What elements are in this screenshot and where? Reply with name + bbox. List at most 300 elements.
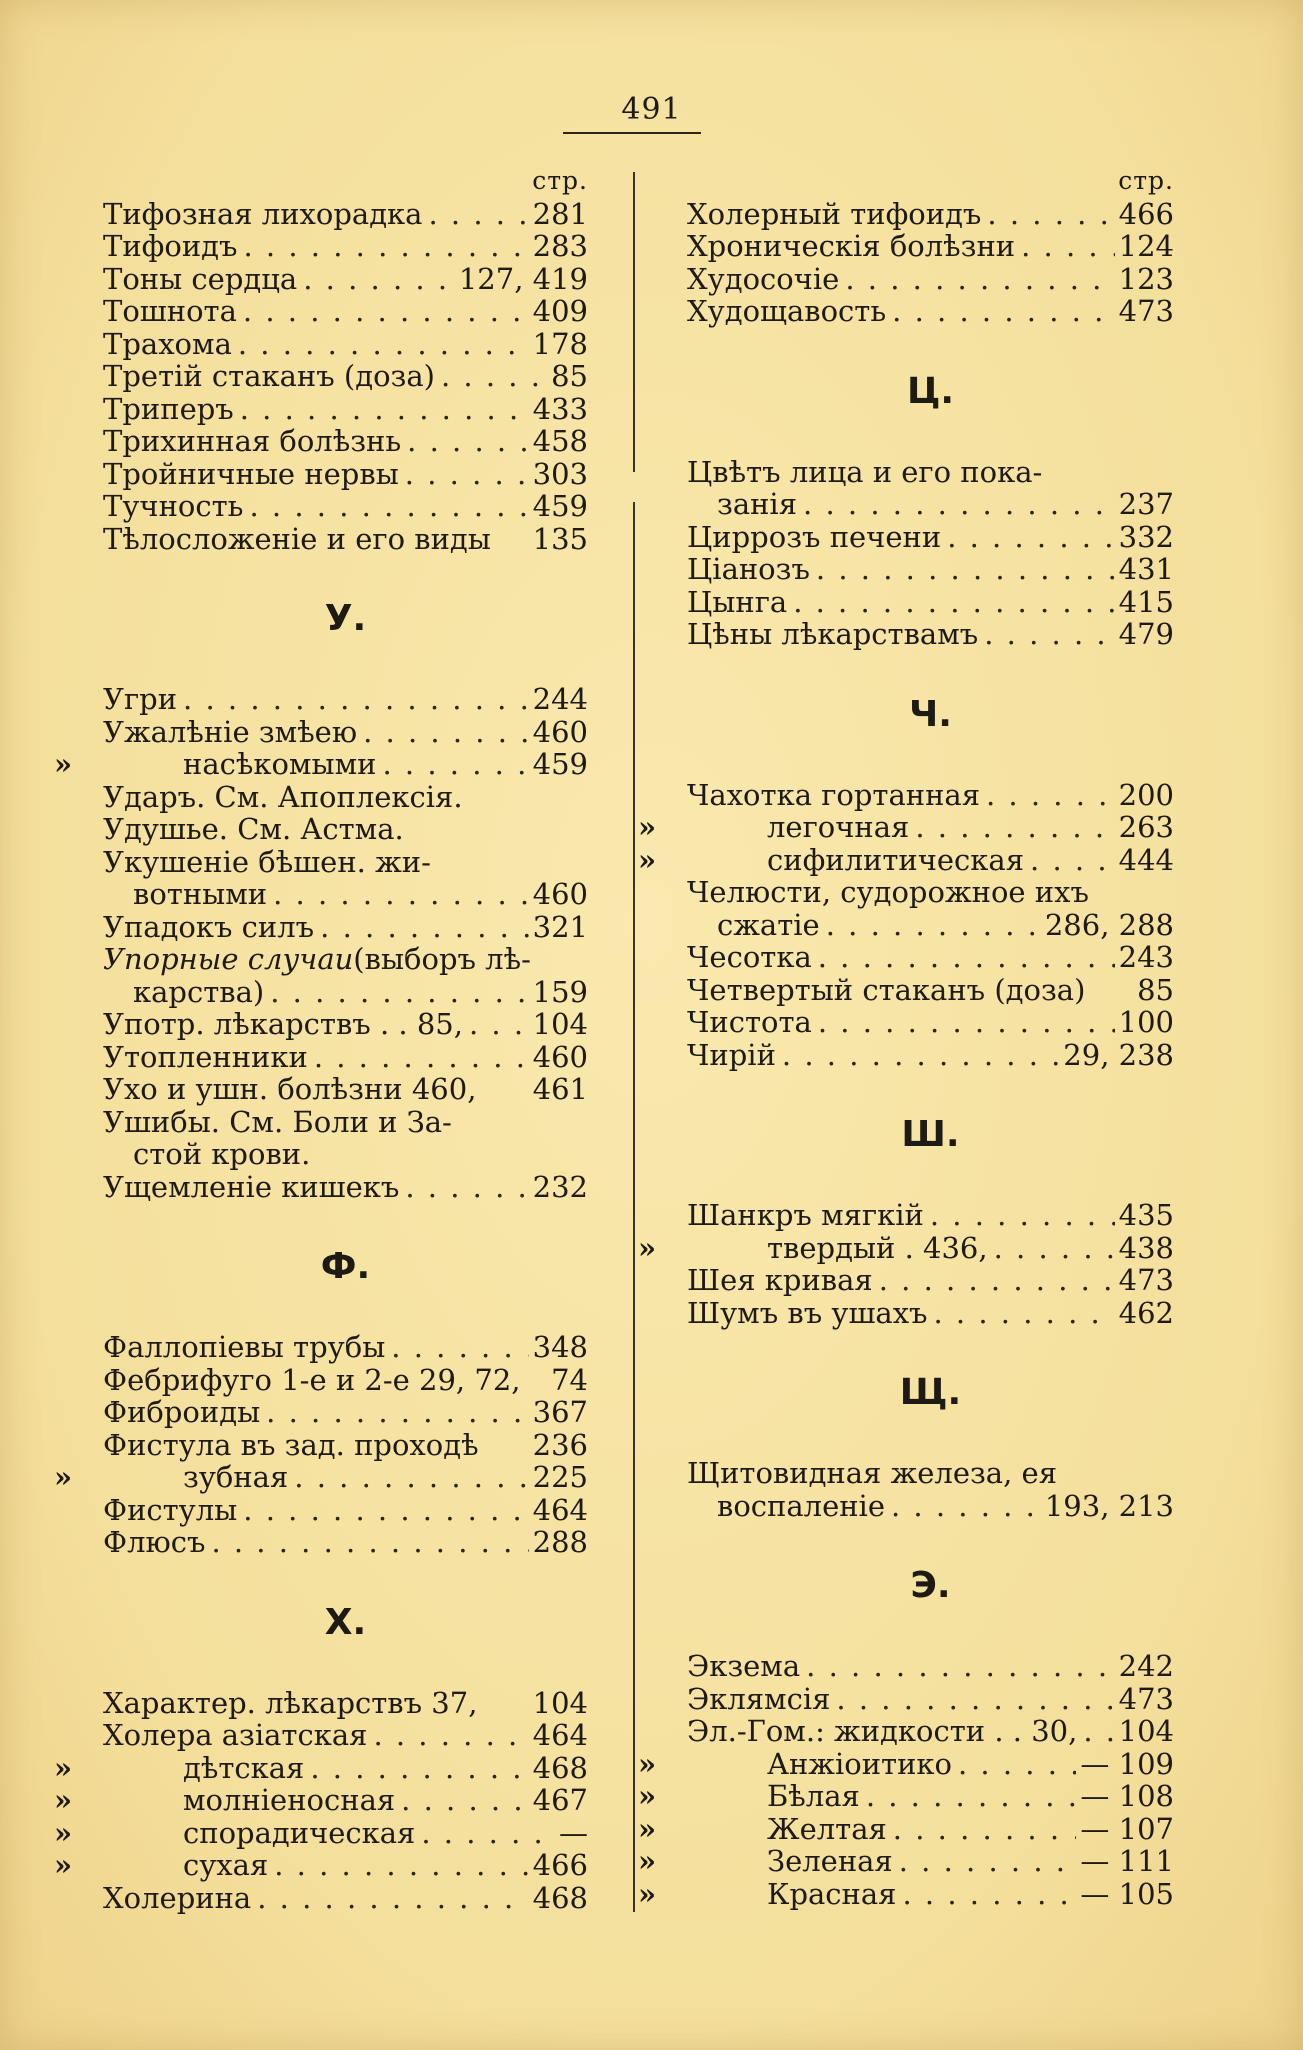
entry-page-number: 159 bbox=[532, 974, 588, 1009]
entry-label: Шея кривая bbox=[687, 1263, 873, 1297]
entry-page-number: 124 bbox=[1118, 229, 1174, 263]
entry-label: Эл.-Гом.: жидкости . . 30, bbox=[687, 1714, 1078, 1748]
ditto-mark: » bbox=[53, 1750, 73, 1785]
entry-label: спорадическая bbox=[183, 1815, 416, 1850]
entry-page-number: 460 bbox=[532, 714, 588, 749]
index-entry bbox=[687, 1006, 1174, 1039]
index-entry bbox=[103, 198, 588, 231]
index-entry bbox=[687, 876, 1174, 909]
leader-dots bbox=[268, 1849, 528, 1882]
leader-dots bbox=[896, 1878, 1076, 1911]
entry-page-number: 458 bbox=[532, 424, 588, 458]
entry-label bbox=[103, 943, 531, 976]
entry-label: Употр. лѣкарствъ . . 85, bbox=[103, 1007, 463, 1041]
entry-label: Эклямсія bbox=[687, 1681, 831, 1716]
index-entry bbox=[103, 911, 588, 944]
entry-page-number: 431 bbox=[1118, 552, 1174, 586]
leader-dots bbox=[232, 328, 529, 361]
index-entry bbox=[637, 1876, 1174, 1911]
leader-dots bbox=[860, 1780, 1077, 1813]
index-entry bbox=[103, 1719, 588, 1752]
index-entry bbox=[53, 1750, 588, 1785]
entry-label: Цынга bbox=[687, 584, 788, 619]
entry-page-number: 433 bbox=[532, 391, 588, 426]
index-entry bbox=[103, 1396, 588, 1429]
leader-dots bbox=[978, 618, 1114, 651]
leader-dots bbox=[237, 230, 528, 263]
leader-dots bbox=[1015, 230, 1115, 263]
leader-dots bbox=[288, 1461, 528, 1494]
entry-page-number: 444 bbox=[1118, 842, 1174, 877]
entry-label: Трахома bbox=[103, 326, 232, 361]
ditto-mark: » bbox=[637, 1876, 657, 1911]
entry-page-number: 74 bbox=[551, 1362, 588, 1397]
entry-label: Тоны сердца bbox=[103, 261, 298, 296]
index-entry bbox=[53, 1460, 588, 1494]
index-entry bbox=[687, 1297, 1174, 1330]
index-entry bbox=[103, 328, 588, 361]
entry-page-number: 225 bbox=[532, 1460, 588, 1494]
leader-dots bbox=[812, 1006, 1115, 1039]
index-entry bbox=[103, 1106, 588, 1139]
entry-label: Щитовидная железа, ея bbox=[687, 1456, 1057, 1490]
leader-dots bbox=[787, 586, 1114, 619]
leader-dots bbox=[415, 1817, 555, 1850]
index-entry bbox=[687, 488, 1174, 521]
entry-label: сжатіе bbox=[717, 907, 820, 942]
index-entry bbox=[53, 1848, 588, 1882]
index-entry bbox=[687, 456, 1174, 489]
index-entry bbox=[637, 810, 1174, 844]
index-entry bbox=[637, 1746, 1174, 1781]
ditto-mark: » bbox=[637, 1779, 657, 1813]
entry-page-number: 473 bbox=[1118, 1263, 1174, 1297]
leader-dots bbox=[357, 716, 529, 749]
index-entry bbox=[687, 1264, 1174, 1297]
index-entry bbox=[687, 198, 1174, 231]
entry-page-number: 283 bbox=[532, 229, 588, 263]
ditto-mark: » bbox=[637, 1230, 657, 1265]
leader-dots bbox=[830, 1683, 1114, 1716]
entry-label: Ушибы. См. Боли и За- bbox=[103, 1104, 452, 1139]
entry-label: воспаленіе bbox=[717, 1488, 885, 1523]
index-entry bbox=[103, 1364, 588, 1397]
entry-page-number: 459 bbox=[532, 489, 588, 523]
entry-label: Тошнота bbox=[103, 294, 237, 328]
entry-page-number: 332 bbox=[1118, 519, 1174, 554]
entry-page-number: 236 bbox=[532, 1427, 588, 1462]
leader-dots bbox=[422, 198, 528, 231]
index-entry bbox=[687, 1199, 1174, 1232]
leader-dots bbox=[776, 1039, 1059, 1072]
index-entry bbox=[103, 878, 588, 911]
leader-dots bbox=[376, 748, 528, 781]
entry-page-number: 464 bbox=[532, 1492, 588, 1527]
entry-page-number: 288 bbox=[532, 1525, 588, 1559]
entry-page-number: 178 bbox=[532, 326, 588, 361]
entry-label: Упадокъ силъ bbox=[103, 909, 315, 944]
entry-label: твердый . 436, bbox=[767, 1230, 988, 1265]
entry-label: занія bbox=[717, 487, 798, 521]
entry-label: Ужалѣніе змѣею bbox=[103, 714, 358, 749]
index-entry bbox=[687, 1457, 1174, 1490]
entry-page-number: 286, 288 bbox=[1044, 907, 1174, 942]
entry-page-number: 135 bbox=[532, 521, 588, 556]
index-entry bbox=[103, 1138, 588, 1171]
index-column-left bbox=[53, 165, 588, 1915]
index-entry bbox=[103, 295, 588, 328]
section-letter: Ш. bbox=[901, 1114, 960, 1155]
leader-dots bbox=[886, 295, 1115, 328]
entry-label: Флюсъ bbox=[103, 1525, 206, 1559]
entry-label: Бѣлая bbox=[767, 1779, 860, 1813]
index-entry bbox=[687, 295, 1174, 328]
entry-label: вотными bbox=[133, 877, 268, 911]
index-entry bbox=[637, 1230, 1174, 1265]
entry-label: Утопленники bbox=[103, 1039, 308, 1074]
entry-label: Холера азіатская bbox=[103, 1718, 368, 1752]
leader-dots bbox=[385, 1331, 528, 1364]
index-entry bbox=[103, 523, 588, 556]
index-entry bbox=[103, 1041, 588, 1074]
entry-label: Худощавость bbox=[687, 294, 887, 328]
right-entries bbox=[637, 196, 1174, 1911]
entry-label: Холерный тифоидъ bbox=[687, 196, 982, 231]
leader-dots bbox=[304, 1752, 528, 1785]
index-entry bbox=[103, 1882, 588, 1915]
entry-label: Цвѣтъ лица и его пока- bbox=[687, 454, 1043, 489]
entry-page-number: 123 bbox=[1118, 261, 1174, 296]
index-entry bbox=[637, 1811, 1174, 1846]
index-entry bbox=[103, 425, 588, 458]
entry-page-number: 462 bbox=[1118, 1295, 1174, 1330]
index-entry bbox=[103, 1008, 588, 1041]
entry-label: Трихинная болѣзнь bbox=[103, 424, 402, 458]
index-entry bbox=[103, 976, 588, 1009]
entry-label: стой крови. bbox=[133, 1137, 311, 1171]
ditto-mark: » bbox=[637, 842, 657, 877]
index-entry bbox=[687, 909, 1174, 942]
index-entry bbox=[53, 747, 588, 781]
entry-page-number: 467 bbox=[532, 1783, 588, 1817]
leader-dots bbox=[797, 488, 1115, 521]
ditto-mark: » bbox=[53, 1815, 73, 1850]
leader-dots bbox=[800, 1650, 1115, 1683]
index-entry bbox=[637, 1779, 1174, 1813]
section-letter: Ф. bbox=[320, 1246, 371, 1287]
ditto-mark: » bbox=[637, 1746, 657, 1781]
entry-page-number: 242 bbox=[1118, 1649, 1174, 1683]
index-entry bbox=[53, 1815, 588, 1850]
entry-label: Фиброиды bbox=[103, 1395, 261, 1429]
index-entry bbox=[103, 230, 588, 263]
entry-page-number: 464 bbox=[532, 1718, 588, 1752]
index-entry bbox=[103, 781, 588, 814]
entry-label: Триперъ bbox=[103, 391, 234, 426]
entry-page-number: 85 bbox=[1137, 972, 1174, 1007]
entry-label-rest: (выборъ лѣ- bbox=[353, 942, 531, 976]
index-entry bbox=[103, 716, 588, 749]
leader-dots bbox=[1077, 1715, 1114, 1748]
leader-dots bbox=[463, 1008, 529, 1041]
index-entry bbox=[103, 458, 588, 491]
leader-dots bbox=[234, 393, 529, 426]
ditto-mark: » bbox=[53, 1848, 73, 1882]
index-entry bbox=[687, 586, 1174, 619]
entry-label: Тифоидъ bbox=[103, 229, 238, 263]
entry-label: Фаллопіевы трубы bbox=[103, 1330, 386, 1364]
entry-label: Третій стаканъ (доза) bbox=[103, 359, 435, 393]
index-entry bbox=[103, 1171, 588, 1204]
entry-label: сифилитическая bbox=[767, 842, 1025, 877]
entry-page-number: 461 bbox=[532, 1072, 588, 1106]
entry-page-number: 438 bbox=[1118, 1230, 1174, 1265]
page-column-header: стр. bbox=[1118, 166, 1174, 195]
leader-dots bbox=[810, 553, 1115, 586]
entry-page-number: 460 bbox=[532, 877, 588, 911]
index-entry bbox=[103, 360, 588, 393]
entry-page-number: 193, 213 bbox=[1044, 1488, 1174, 1523]
index-entry bbox=[687, 521, 1174, 554]
entry-label: Ущемленіе кишекъ bbox=[103, 1169, 400, 1204]
page-number: 491 bbox=[621, 92, 682, 127]
section-letter: Э. bbox=[910, 1565, 951, 1606]
entry-page-number: 460 bbox=[532, 1039, 588, 1074]
index-entry bbox=[103, 1429, 588, 1462]
entry-page-number: 127, 419 bbox=[458, 261, 588, 296]
index-entry bbox=[687, 941, 1174, 974]
index-entry bbox=[687, 1650, 1174, 1683]
column-divider bbox=[633, 172, 635, 1932]
leader-dots bbox=[308, 1041, 529, 1074]
leader-dots bbox=[873, 1264, 1115, 1297]
entry-page-number: — 107 bbox=[1080, 1811, 1174, 1846]
entry-page-number: 321 bbox=[532, 909, 588, 944]
index-entry bbox=[103, 1331, 588, 1364]
leader-dots bbox=[367, 1719, 528, 1752]
entry-label: Чирій bbox=[687, 1037, 776, 1072]
entry-label: Тройничные нервы bbox=[103, 456, 399, 491]
leader-dots bbox=[205, 1526, 528, 1559]
index-entry bbox=[53, 1783, 588, 1817]
entry-page-number: — 111 bbox=[1080, 1844, 1174, 1878]
entry-label: Ухо и ушн. болѣзни 460, bbox=[103, 1072, 477, 1106]
entry-label: Чесотка bbox=[687, 940, 812, 974]
leader-dots bbox=[1024, 844, 1115, 877]
entry-page-number: — 108 bbox=[1080, 1779, 1174, 1813]
entry-label: Шумъ въ ушахъ bbox=[687, 1295, 928, 1330]
entry-label: Циррозъ печени bbox=[687, 519, 942, 554]
index-entry bbox=[687, 1683, 1174, 1716]
leader-dots bbox=[251, 1882, 528, 1915]
entry-page-number: 244 bbox=[532, 682, 588, 716]
leader-dots bbox=[395, 1784, 528, 1817]
entry-page-number: 237 bbox=[1118, 487, 1174, 521]
page-column-header: стр. bbox=[532, 166, 588, 195]
entry-label: Холерина bbox=[103, 1880, 252, 1915]
entry-label: Фебрифуго 1-е и 2-е 29, 72, bbox=[103, 1362, 521, 1397]
entry-page-number: 479 bbox=[1118, 617, 1174, 651]
entry-page-number: 367 bbox=[532, 1395, 588, 1429]
index-entry bbox=[103, 490, 588, 523]
entry-page-number: 200 bbox=[1118, 777, 1174, 812]
entry-label: Цѣны лѣкарствамъ bbox=[687, 617, 979, 651]
leader-dots bbox=[928, 1297, 1115, 1330]
entry-label: Красная bbox=[767, 1876, 897, 1911]
entry-label: Удушье. См. Астма. bbox=[103, 812, 404, 846]
entry-page-number: 232 bbox=[532, 1169, 588, 1204]
entry-label: Фистула въ зад. проходѣ bbox=[103, 1427, 479, 1462]
leader-dots bbox=[243, 490, 528, 523]
index-entry bbox=[103, 683, 588, 716]
entry-page-number: — 105 bbox=[1080, 1876, 1174, 1911]
entry-page-number: 473 bbox=[1118, 1681, 1174, 1716]
entry-page-number: 104 bbox=[532, 1685, 588, 1720]
leader-dots bbox=[981, 198, 1114, 231]
section-letter: У. bbox=[324, 598, 367, 639]
entry-label: Хроническія болѣзни bbox=[687, 229, 1016, 263]
index-entry bbox=[103, 263, 588, 296]
index-entry bbox=[687, 1490, 1174, 1523]
leader-dots bbox=[237, 1494, 528, 1527]
entry-label: Экзема bbox=[687, 1649, 801, 1683]
leader-dots bbox=[924, 1199, 1115, 1232]
leader-dots bbox=[988, 1232, 1115, 1265]
index-entry bbox=[103, 1687, 588, 1720]
leader-dots bbox=[435, 360, 547, 393]
leader-dots bbox=[237, 295, 529, 328]
index-entry bbox=[687, 779, 1174, 812]
entry-page-number: 100 bbox=[1118, 1005, 1174, 1039]
index-entry bbox=[687, 1039, 1174, 1072]
leader-dots bbox=[839, 263, 1114, 296]
leader-dots bbox=[812, 941, 1115, 974]
entry-label: Зеленая bbox=[767, 1844, 893, 1878]
index-entry bbox=[103, 1073, 588, 1106]
entry-label: Тѣлосложеніе и его виды bbox=[103, 521, 491, 556]
page-number-rule bbox=[563, 132, 701, 134]
leader-dots bbox=[401, 425, 528, 458]
entry-label: Желтая bbox=[767, 1811, 887, 1846]
entry-page-number: 466 bbox=[532, 1848, 588, 1882]
entry-label: Тифозная лихорадка bbox=[103, 196, 423, 231]
entry-label: Анжіоитико bbox=[767, 1746, 952, 1781]
entry-label: Худосочіе bbox=[687, 261, 840, 296]
ditto-mark: » bbox=[53, 1783, 73, 1817]
leader-dots bbox=[952, 1748, 1076, 1781]
entry-label: Четвертый стаканъ (доза) bbox=[687, 972, 1086, 1007]
section-letter: Щ. bbox=[899, 1372, 962, 1413]
entry-page-number: 281 bbox=[532, 196, 588, 231]
entry-label: Тучность bbox=[103, 489, 244, 523]
entry-label: сухая bbox=[183, 1848, 269, 1882]
index-entry bbox=[687, 1715, 1174, 1748]
entry-label: Ударъ. См. Апоплексія. bbox=[103, 779, 463, 814]
leader-dots bbox=[260, 1396, 528, 1429]
section-letter: Х. bbox=[324, 1601, 367, 1643]
index-entry bbox=[103, 393, 588, 426]
entry-label: Угри bbox=[103, 682, 178, 716]
entry-page-number: 243 bbox=[1118, 940, 1174, 974]
entry-label: Ціанозъ bbox=[687, 552, 810, 586]
entry-page-number: 85 bbox=[551, 359, 588, 393]
section-letter: Ч. bbox=[909, 693, 952, 735]
entry-page-number: 468 bbox=[532, 1880, 588, 1915]
leader-dots bbox=[297, 263, 455, 296]
entry-label-italic: Упорные случаи bbox=[103, 942, 354, 976]
index-entry bbox=[687, 230, 1174, 263]
entry-page-number: 263 bbox=[1118, 810, 1174, 844]
section-letter: Ц. bbox=[906, 370, 955, 412]
entry-label: легочная bbox=[767, 810, 910, 844]
index-entry bbox=[687, 553, 1174, 586]
entry-page-number: 104 bbox=[532, 1007, 588, 1041]
entry-page-number: 473 bbox=[1118, 294, 1174, 328]
entry-page-number: 104 bbox=[1118, 1714, 1174, 1748]
leader-dots bbox=[980, 779, 1115, 812]
entry-label: Фистулы bbox=[103, 1492, 238, 1527]
index-entry bbox=[103, 943, 588, 976]
entry-page-number: — bbox=[559, 1815, 588, 1850]
entry-label: Чистота bbox=[687, 1005, 812, 1039]
index-entry bbox=[687, 263, 1174, 296]
entry-page-number: 415 bbox=[1118, 584, 1174, 619]
entry-page-number: 435 bbox=[1118, 1198, 1174, 1232]
leader-dots bbox=[399, 458, 529, 491]
ditto-mark: » bbox=[637, 1844, 657, 1878]
leader-dots bbox=[399, 1171, 528, 1204]
entry-page-number: 459 bbox=[532, 747, 588, 781]
leader-dots bbox=[893, 1845, 1077, 1878]
ditto-mark: » bbox=[53, 1460, 73, 1494]
index-entry bbox=[103, 846, 588, 879]
leader-dots bbox=[264, 976, 528, 1009]
entry-label: Характер. лѣкарствъ 37, bbox=[103, 1685, 478, 1720]
entry-page-number: — 109 bbox=[1080, 1746, 1174, 1781]
entry-label: карства) bbox=[133, 974, 265, 1009]
ditto-mark: » bbox=[637, 1811, 657, 1846]
leader-dots bbox=[177, 683, 529, 716]
index-entry bbox=[687, 618, 1174, 651]
entry-label: Чахотка гортанная bbox=[687, 777, 980, 812]
leader-dots bbox=[885, 1490, 1041, 1523]
entry-label: дѣтская bbox=[183, 1750, 305, 1785]
ditto-mark: » bbox=[53, 747, 73, 781]
entry-label: Шанкръ мягкій bbox=[687, 1198, 924, 1232]
left-entries bbox=[53, 196, 588, 1915]
index-entry bbox=[687, 974, 1174, 1007]
index-entry bbox=[103, 1526, 588, 1559]
entry-label: зубная bbox=[183, 1460, 289, 1494]
entry-label: молніеносная bbox=[183, 1783, 396, 1817]
leader-dots bbox=[314, 911, 529, 944]
leader-dots bbox=[909, 811, 1114, 844]
entry-page-number: 468 bbox=[532, 1750, 588, 1785]
leader-dots bbox=[887, 1813, 1077, 1846]
index-column-right bbox=[637, 165, 1174, 1911]
ditto-mark: » bbox=[637, 810, 657, 844]
entry-page-number: 348 bbox=[532, 1330, 588, 1364]
entry-page-number: 409 bbox=[532, 294, 588, 328]
entry-page-number: 303 bbox=[532, 456, 588, 491]
index-entry bbox=[637, 842, 1174, 877]
entry-label: Челюсти, судорожное ихъ bbox=[687, 875, 1089, 909]
index-entry bbox=[103, 813, 588, 846]
entry-page-number: 29, 238 bbox=[1063, 1037, 1174, 1072]
entry-label: Укушеніе бѣшен. жи- bbox=[103, 844, 431, 879]
leader-dots bbox=[941, 521, 1114, 554]
index-entry bbox=[637, 1844, 1174, 1878]
